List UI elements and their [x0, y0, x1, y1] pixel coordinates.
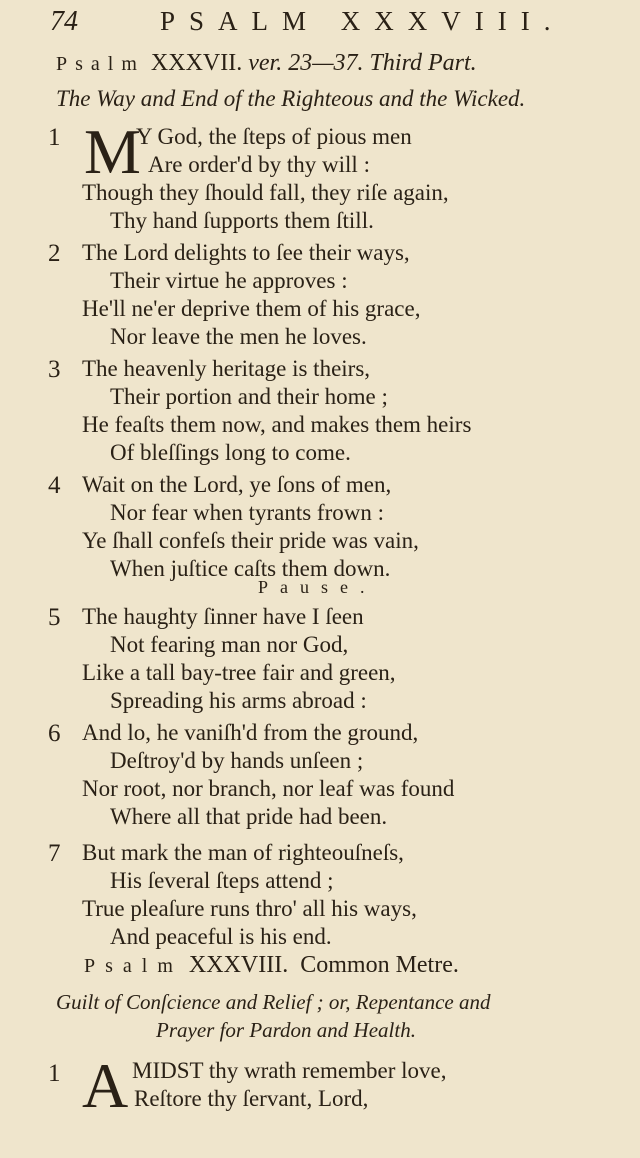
verse-range: ver. 23—37. — [248, 50, 364, 76]
verse-number: 4 — [48, 472, 61, 499]
verse-line: And lo, he vaniſh'd from the ground, — [82, 720, 419, 745]
verse-line: The Lord delights to ſee their ways, — [82, 240, 410, 265]
verse-line: The haughty ſinner have I ſeen — [82, 604, 364, 629]
psalm-37-subtitle: The Way and End of the Righteous and the Wicked. — [56, 86, 526, 111]
verse-line: When juſtice caſts them down. — [110, 556, 391, 581]
verse-line: Spreading his arms abroad : — [110, 688, 367, 713]
psalm-word: Psalm — [56, 53, 145, 75]
verse-line: Their portion and their home ; — [110, 384, 388, 409]
verse-line: Deſtroy'd by hands unſeen ; — [110, 748, 364, 773]
running-head — [50, 6, 610, 40]
verse-number: 1 — [48, 124, 61, 151]
verse-line: Are order'd by thy will : — [148, 152, 370, 177]
verse-line: And peaceful is his end. — [110, 924, 332, 949]
verse-line: The heavenly heritage is theirs, — [82, 356, 371, 381]
verse-line: Like a tall bay-tree fair and green, — [82, 660, 396, 685]
verse-line: Of bleſſings long to come. — [110, 440, 351, 465]
drop-cap: M — [84, 116, 141, 187]
verse-line: True pleaſure runs thro' all his ways, — [82, 896, 417, 921]
psalm-37-heading — [56, 50, 477, 77]
verse-line: Ye ſhall confeſs their pride was vain, — [82, 528, 419, 553]
part-label: Third Part. — [369, 50, 477, 76]
verse-number: 5 — [48, 604, 61, 631]
psalm-number: XXXVIII. — [188, 952, 289, 978]
verse-line: Wait on the Lord, ye ſons of men, — [82, 472, 392, 497]
verse-line: He'll ne'er deprive them of his grace, — [82, 296, 421, 321]
verse-line: Nor root, nor branch, nor leaf was found — [82, 776, 455, 801]
psalm-word: Psalm — [84, 955, 183, 977]
metre-label: Common Metre. — [300, 952, 459, 978]
verse-number: 6 — [48, 720, 61, 747]
verse-number: 1 — [48, 1060, 61, 1087]
psalm-38-subtitle-1: Guilt of Conſcience and Relief ; or, Repentance and — [56, 990, 491, 1014]
verse-line: MIDST thy wrath remember love, — [132, 1058, 447, 1083]
verse-line: Their virtue he approves : — [110, 268, 348, 293]
verse-line: His ſeveral ſteps attend ; — [110, 868, 334, 893]
psalm-number: XXXVII. — [150, 50, 243, 76]
verse-line: But mark the man of righteouſneſs, — [82, 840, 404, 865]
verse-number: 3 — [48, 356, 61, 383]
verse-line: Where all that pride had been. — [110, 804, 388, 829]
verse-line: He feaſts them now, and makes them heirs — [82, 412, 472, 437]
drop-cap: A — [82, 1050, 129, 1121]
verse-line: Thy hand ſupports them ſtill. — [110, 208, 374, 233]
pause-marker: Pause. — [258, 577, 377, 597]
verse-number: 7 — [48, 840, 61, 867]
psalm-38-subtitle-2: Prayer for Pardon and Health. — [156, 1018, 416, 1042]
verse-number: 2 — [48, 240, 61, 267]
verse-line: Not fearing man nor God, — [110, 632, 349, 657]
running-title: PSALM XXXVIII. — [160, 6, 565, 36]
verse-line: Though they ſhould fall, they riſe again, — [82, 180, 449, 205]
page-number: 74 — [50, 6, 78, 37]
verse-line: Y God, the ſteps of pious men — [136, 124, 412, 149]
verse-line: Nor leave the men he loves. — [110, 324, 367, 349]
verse-line: Nor fear when tyrants frown : — [110, 500, 384, 525]
psalm-38-heading — [84, 952, 459, 979]
verse-line: Reſtore thy ſervant, Lord, — [134, 1086, 369, 1111]
